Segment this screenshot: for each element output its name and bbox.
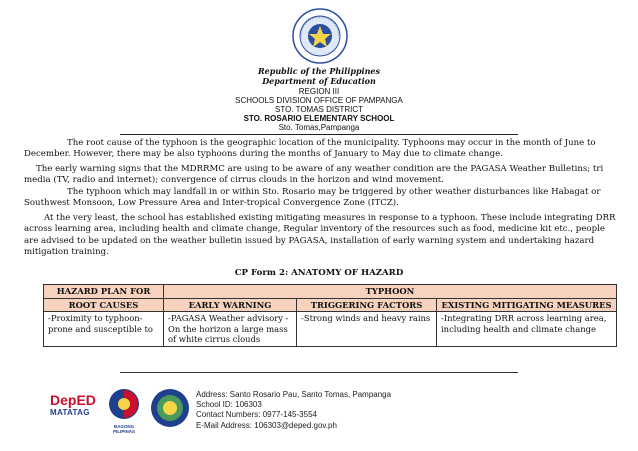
school-name: STO. ROSARIO ELEMENTARY SCHOOL: [243, 114, 395, 123]
school-seal-logo: [150, 388, 190, 428]
department-line: Department of Education: [262, 76, 376, 86]
deped-seal-logo: [292, 8, 348, 64]
header-mitigating-measures: EXISTING MITIGATING MEASURES: [437, 298, 617, 312]
table-header-row: [44, 298, 617, 312]
plan-label-cell: HAZARD PLAN FOR: [44, 285, 164, 299]
hazard-table: [43, 284, 617, 347]
cell-triggering-factors: -Strong winds and heavy rains: [297, 312, 437, 347]
school-location: Sto. Tomas,Pampanga: [278, 123, 360, 132]
paragraph-early-warning: The early warning signs that the MDRRMC are using to be aware of any weather condition are the PAGASA Weather Bulletins; tri media (TV, radio and internet); convergence of cirrus clouds in the horizon and wind movement.: [24, 164, 604, 186]
footer-address: Address: Santo Rosario Pau, Santo Tomas, Pampanga: [196, 390, 392, 399]
form-title: CP Form 2: ANATOMY OF HAZARD: [234, 268, 404, 278]
district-line: STO. TOMAS DISTRICT: [274, 105, 363, 114]
sun-icon: [108, 388, 140, 420]
footer-email: E-Mail Address: 106303@deped.gov.ph: [196, 420, 337, 430]
header-divider: [120, 134, 518, 135]
header-root-causes: ROOT CAUSES: [44, 298, 164, 312]
paragraph-triggering: The typhoon which may landfall in or within Sto. Rosario may be triggered by other weather disturbances like Habagat or Southwest Monsoon, Low Pressure Area and Inter-tropical Convergence Zone (ITCZ).: [24, 187, 601, 209]
header-triggering-factors: TRIGGERING FACTORS: [297, 298, 437, 312]
bagong-pilipinas-logo: [104, 388, 144, 434]
region-line: REGION III: [298, 87, 340, 96]
cell-mitigating-measures: -Integrating DRR across learning area, including health and climate change: [437, 312, 617, 347]
hazard-name-cell: TYPHOON: [164, 285, 617, 299]
footer-divider: [120, 372, 518, 373]
republic-line: Republic of the Philippines: [257, 66, 380, 76]
bagong-pilipinas-wordmark: BAGONG PILIPINAS: [112, 424, 135, 434]
paragraph-root-cause: The root cause of the typhoon is the geographic location of the municipality. Typhoons may occur in the month of June to December. However, there may be also typhoons during the months of January to May due to climate change.: [24, 138, 596, 160]
header-early-warning: EARLY WARNING: [164, 298, 297, 312]
cell-early-warning: -PAGASA Weather advisory -On the horizon a large mass of white cirrus clouds: [164, 312, 297, 347]
footer-contact: Contact Numbers: 0977-145-3554: [196, 410, 317, 420]
division-line: SCHOOLS DIVISION OFFICE OF PAMPANGA: [235, 96, 403, 105]
footer-address-block: [196, 390, 391, 431]
deped-matatag-logo: [50, 392, 100, 434]
paragraph-mitigation: At the very least, the school has established existing mitigating measures in response to a typhoon. These include integrating DRR across learning area, including health and climate change, Regular inventory of the resources such as food, medicine kit etc., people are advised to be updated on the weather bulletin issued by PAGASA, installation of early warning system and undertaking hazard mitigation training.: [24, 213, 616, 258]
table-row: [44, 285, 617, 299]
table-row: [44, 312, 617, 347]
footer-school-id: School ID: 106303: [196, 400, 262, 410]
cell-root-causes: -Proximity to typhoon-prone and susceptible to: [44, 312, 164, 347]
deped-wordmark: DepED: [50, 392, 96, 408]
matatag-wordmark: MATATAG: [50, 408, 90, 417]
